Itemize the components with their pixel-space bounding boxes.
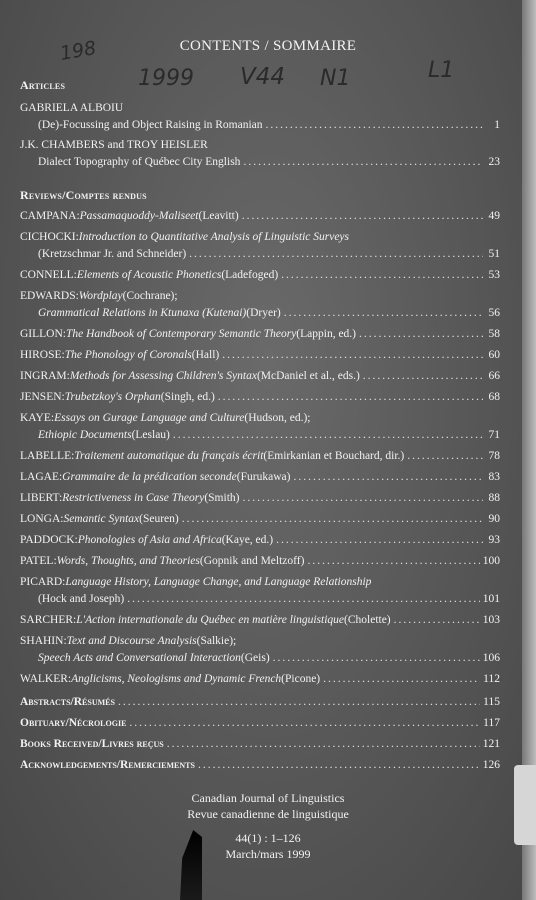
review-title: The Handbook of Contemporary Semantic Theory bbox=[66, 328, 297, 340]
review-entry bbox=[20, 671, 500, 688]
toc-line bbox=[20, 246, 500, 263]
toc-line bbox=[20, 305, 500, 322]
review-title: Speech Acts and Conversational Interaction bbox=[38, 652, 241, 664]
journal-name-en: Canadian Journal of Linguistics bbox=[191, 791, 345, 805]
review-entry bbox=[20, 469, 500, 486]
review-title: Grammatical Relations in Ktunaxa (Kutenai) bbox=[38, 307, 247, 319]
page-number: 106 bbox=[482, 652, 500, 664]
review-title: Elements of Acoustic Phonetics bbox=[76, 269, 222, 281]
back-matter-entry bbox=[20, 694, 500, 711]
review-reviewer: (McDaniel et al., eds.) bbox=[256, 370, 360, 382]
review-reviewer: (Kretzschmar Jr. and Schneider) bbox=[38, 248, 187, 260]
issue-date: March/mars 1999 bbox=[225, 847, 311, 861]
review-entry bbox=[20, 347, 500, 364]
toc-line bbox=[20, 154, 500, 171]
toc-line bbox=[20, 532, 500, 549]
back-matter-entry bbox=[20, 715, 500, 732]
review-author: CICHOCKI: bbox=[20, 231, 79, 243]
handwritten-note: N1 bbox=[320, 66, 351, 91]
review-reviewer: (Hall) bbox=[191, 349, 220, 361]
page-number: 68 bbox=[488, 391, 500, 403]
issue-number: 44(1) : 1–126 bbox=[235, 831, 301, 845]
review-reviewer: (Hock and Joseph) bbox=[38, 593, 125, 605]
section-heading-reviews: Reviews/Comptes rendus bbox=[20, 188, 147, 202]
page-number: 101 bbox=[482, 593, 500, 605]
review-entry bbox=[20, 490, 500, 507]
dot-leader bbox=[189, 246, 483, 263]
dot-leader bbox=[273, 650, 480, 667]
review-title: Methods for Assessing Children's Syntax bbox=[69, 370, 257, 382]
page-number: 1 bbox=[494, 119, 500, 131]
review-entry bbox=[20, 532, 500, 549]
review-entry bbox=[20, 389, 500, 406]
dot-leader bbox=[363, 368, 483, 385]
dot-leader bbox=[359, 326, 483, 343]
dot-leader bbox=[118, 694, 480, 711]
toc-line bbox=[20, 650, 500, 667]
review-reviewer: (Leslau) bbox=[131, 429, 170, 441]
toc-line bbox=[20, 671, 500, 688]
page-number: 23 bbox=[488, 156, 500, 168]
page-number: 71 bbox=[488, 429, 500, 441]
review-title: Language History, Language Change, and Language Relationship bbox=[65, 576, 372, 588]
page-number: 53 bbox=[488, 269, 500, 281]
back-matter-entry bbox=[20, 736, 500, 753]
review-reviewer: (Smith) bbox=[204, 492, 240, 504]
review-author: LAGAE: bbox=[20, 471, 63, 483]
review-reviewer: (Gopnik and Meltzoff) bbox=[199, 555, 305, 567]
review-reviewer: (Geis) bbox=[240, 652, 270, 664]
dot-leader bbox=[242, 208, 483, 225]
page-number: 117 bbox=[483, 717, 500, 729]
review-reviewer: (Singh, ed.) bbox=[160, 391, 215, 403]
review-title: Passamaquoddy-Maliseet bbox=[79, 210, 199, 222]
dot-leader bbox=[242, 490, 483, 507]
page-number: 112 bbox=[483, 673, 500, 685]
review-reviewer: (Picone) bbox=[281, 673, 321, 685]
page-number: 121 bbox=[482, 738, 500, 750]
review-title: Wordplay bbox=[78, 290, 123, 302]
toc-line bbox=[20, 736, 500, 753]
page-number: 49 bbox=[488, 210, 500, 222]
dot-leader bbox=[394, 612, 480, 629]
review-reviewer: (Hudson, ed.); bbox=[244, 412, 311, 424]
toc-line bbox=[20, 288, 500, 305]
page-number: 66 bbox=[488, 370, 500, 382]
page-number: 56 bbox=[488, 307, 500, 319]
review-reviewer: (Dryer) bbox=[246, 307, 281, 319]
review-author: JENSEN: bbox=[20, 391, 65, 403]
review-author: LONGA: bbox=[20, 513, 64, 525]
toc-line bbox=[20, 574, 500, 591]
toc-line bbox=[20, 612, 500, 629]
dot-leader bbox=[127, 591, 480, 608]
review-author: WALKER: bbox=[20, 673, 72, 685]
review-title: Anglicisms, Neologisms and Dynamic French bbox=[71, 673, 282, 685]
toc-line bbox=[20, 326, 500, 343]
review-author: GILLON: bbox=[20, 328, 66, 340]
toc-line bbox=[20, 715, 500, 732]
review-author: LIBERT: bbox=[20, 492, 63, 504]
review-title: Semantic Syntax bbox=[63, 513, 140, 525]
review-author: SARCHER: bbox=[20, 614, 77, 626]
toc-line bbox=[20, 137, 500, 154]
page-number: 58 bbox=[488, 328, 500, 340]
dot-leader bbox=[276, 532, 483, 549]
toc-line bbox=[20, 448, 500, 465]
dot-leader bbox=[198, 757, 480, 774]
review-title: Introduction to Quantitative Analysis of Linguistic Surveys bbox=[78, 231, 350, 243]
handwritten-note: 198 bbox=[58, 37, 98, 65]
review-title: Text and Discourse Analysis bbox=[66, 635, 197, 647]
toc-line bbox=[20, 490, 500, 507]
back-matter-label: Obituary/Nécrologie bbox=[20, 717, 127, 729]
handwritten-note: 1999 bbox=[138, 66, 194, 91]
dot-leader bbox=[218, 389, 483, 406]
review-entry bbox=[20, 511, 500, 528]
toc-line bbox=[20, 229, 500, 246]
toc-line bbox=[20, 591, 500, 608]
article-author: GABRIELA ALBOIU bbox=[20, 102, 124, 114]
article-author: J.K. CHAMBERS and TROY HEISLER bbox=[20, 139, 208, 151]
back-matter-label: Acknowledgements/Remerciements bbox=[20, 759, 195, 771]
journal-name-fr: Revue canadienne de linguistique bbox=[187, 807, 349, 821]
review-author: SHAHIN: bbox=[20, 635, 67, 647]
section-heading-articles: Articles bbox=[20, 78, 66, 92]
review-author: HIROSE: bbox=[20, 349, 65, 361]
review-entry bbox=[20, 553, 500, 570]
review-author: LABELLE: bbox=[20, 450, 75, 462]
review-title: Phonologies of Asia and Africa bbox=[77, 534, 222, 546]
handwritten-note: V44 bbox=[240, 64, 286, 90]
review-entry bbox=[20, 288, 500, 322]
toc-line bbox=[20, 553, 500, 570]
review-entry bbox=[20, 267, 500, 284]
article-title: (De)-Focussing and Object Raising in Romanian bbox=[38, 119, 263, 131]
review-reviewer: (Salkie); bbox=[196, 635, 237, 647]
dot-leader bbox=[323, 671, 480, 688]
review-entry bbox=[20, 208, 500, 225]
review-title: Words, Thoughts, and Theories bbox=[56, 555, 200, 567]
review-entry bbox=[20, 633, 500, 667]
toc-line bbox=[20, 427, 500, 444]
review-title: Traitement automatique du français écrit bbox=[74, 450, 264, 462]
dot-leader bbox=[182, 511, 483, 528]
toc-line bbox=[20, 100, 500, 117]
review-title: Essays on Gurage Language and Culture bbox=[54, 412, 245, 424]
review-reviewer: (Seuren) bbox=[139, 513, 179, 525]
review-title: Grammaire de la prédication seconde bbox=[62, 471, 237, 483]
dot-leader bbox=[284, 305, 483, 322]
review-entry bbox=[20, 574, 500, 608]
handwritten-note: L1 bbox=[428, 58, 455, 83]
review-entry bbox=[20, 410, 500, 444]
toc-line bbox=[20, 410, 500, 427]
toc-line bbox=[20, 511, 500, 528]
review-title: The Phonology of Coronals bbox=[64, 349, 192, 361]
page-number: 78 bbox=[488, 450, 500, 462]
review-title: Restrictiveness in Case Theory bbox=[62, 492, 205, 504]
page-number: 60 bbox=[488, 349, 500, 361]
dot-leader bbox=[129, 715, 480, 732]
toc-line bbox=[20, 267, 500, 284]
article-entry bbox=[20, 137, 500, 171]
page-title: CONTENTS / SOMMAIRE bbox=[179, 38, 357, 54]
back-matter-entry bbox=[20, 757, 500, 774]
dot-leader bbox=[243, 154, 483, 171]
dot-leader bbox=[167, 736, 480, 753]
review-entry bbox=[20, 448, 500, 465]
back-matter-label: Abstracts/Résumés bbox=[20, 696, 115, 708]
dot-leader bbox=[222, 347, 483, 364]
dot-leader bbox=[266, 117, 483, 134]
review-reviewer: (Furukawa) bbox=[236, 471, 291, 483]
review-author: CAMPANA: bbox=[20, 210, 80, 222]
back-matter-label: Books Received/Livres reçus bbox=[20, 738, 164, 750]
review-entry bbox=[20, 368, 500, 385]
toc-line bbox=[20, 469, 500, 486]
article-title: Dialect Topography of Québec City English bbox=[38, 156, 241, 168]
review-reviewer: (Cochrane); bbox=[122, 290, 178, 302]
toc-line bbox=[20, 208, 500, 225]
toc-line bbox=[20, 368, 500, 385]
review-author: INGRAM: bbox=[20, 370, 70, 382]
page-number: 93 bbox=[488, 534, 500, 546]
toc-line bbox=[20, 117, 500, 134]
page-number: 115 bbox=[483, 696, 500, 708]
review-reviewer: (Kaye, ed.) bbox=[221, 534, 274, 546]
review-author: PICARD: bbox=[20, 576, 66, 588]
review-author: CONNELL: bbox=[20, 269, 77, 281]
toc-line bbox=[20, 347, 500, 364]
page-number: 51 bbox=[488, 248, 500, 260]
dot-leader bbox=[293, 469, 483, 486]
toc-line bbox=[20, 389, 500, 406]
page-number: 90 bbox=[488, 513, 500, 525]
dot-leader bbox=[173, 427, 483, 444]
review-reviewer: (Ladefoged) bbox=[221, 269, 279, 281]
review-author: PATEL: bbox=[20, 555, 57, 567]
review-author: EDWARDS: bbox=[20, 290, 79, 302]
dot-leader bbox=[281, 267, 483, 284]
toc-line bbox=[20, 633, 500, 650]
review-author: PADDOCK: bbox=[20, 534, 78, 546]
review-title: L'Action internationale du Québec en matière linguistique bbox=[76, 614, 345, 626]
toc-line bbox=[20, 694, 500, 711]
dot-leader bbox=[407, 448, 483, 465]
page-number: 83 bbox=[488, 471, 500, 483]
review-reviewer: (Leavitt) bbox=[198, 210, 239, 222]
page-number: 100 bbox=[482, 555, 500, 567]
toc-line bbox=[20, 757, 500, 774]
review-title: Ethiopic Documents bbox=[38, 429, 132, 441]
review-entry bbox=[20, 326, 500, 343]
page-number: 103 bbox=[482, 614, 500, 626]
review-entry bbox=[20, 612, 500, 629]
review-author: KAYE: bbox=[20, 412, 55, 424]
review-reviewer: (Cholette) bbox=[344, 614, 391, 626]
review-reviewer: (Lappin, ed.) bbox=[296, 328, 357, 340]
page-number: 126 bbox=[482, 759, 500, 771]
review-entry bbox=[20, 229, 500, 263]
review-reviewer: (Emirkanian et Bouchard, dir.) bbox=[263, 450, 405, 462]
review-title: Trubetzkoy's Orphan bbox=[64, 391, 161, 403]
page-number: 88 bbox=[488, 492, 500, 504]
article-entry bbox=[20, 100, 500, 134]
dot-leader bbox=[307, 553, 479, 570]
